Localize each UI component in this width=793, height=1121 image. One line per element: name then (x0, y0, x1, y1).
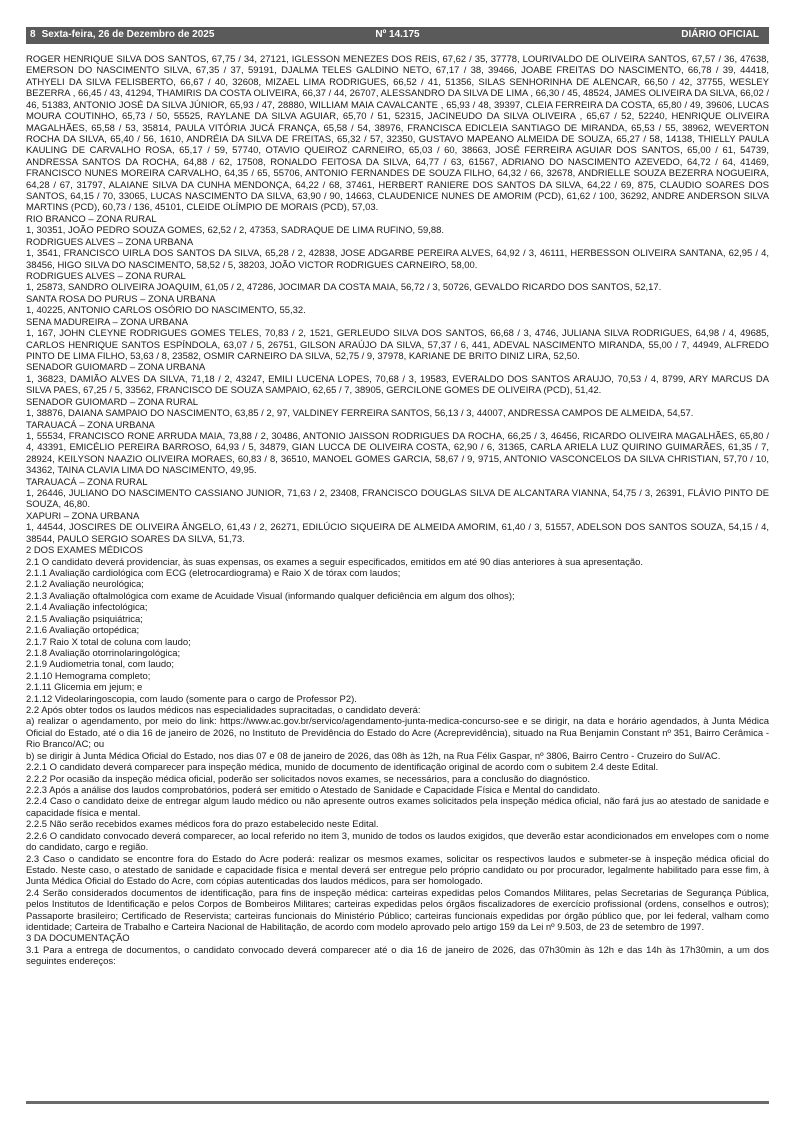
paragraph: 2.1.7 Raio X total de coluna com laudo; (26, 636, 191, 648)
paragraph: 2.2.1 O candidato deverá comparecer para inspeção médica, munido de documento de identificação original de acordo com o subitem 2.4 deste Edital. (26, 762, 659, 774)
paragraph: 2 DOS EXAMES MÉDICOS (26, 545, 143, 557)
paragraph: TARAUACÁ – ZONA URBANA (26, 419, 155, 431)
paragraph: 1, 26446, JULIANO DO NASCIMENTO CASSIANO JUNIOR, 71,63 / 2, 23408, FRANCISCO DOUGLAS SILVA DE ALCANTARA VIANNA, 54,75 / 3, 26391, FLÁVIO PINTO DE SOUZA, 46,80. (26, 488, 769, 511)
paragraph: 2.3 Caso o candidato se encontre fora do Estado do Acre poderá: realizar os mesmos exames, solicitar os respectivos laudos e submeter-se à inspeção médica oficial do Estado. Neste caso, o atestado de sanidade e capacidade física e mental deverá ser entregue pelo próprio candidato ou por procurador, legalmente habilitado para esse fim, à Junta Médica Oficial do Estado do Acre, com cópias autenticadas dos laudos médicos, para ser homologado. (26, 853, 769, 888)
paragraph: 2.1.1 Avaliação cardiológica com ECG (eletrocardiograma) e Raio X de tórax com laudos; (26, 567, 401, 579)
page-header (26, 27, 769, 44)
paragraph: 2.2.4 Caso o candidato deixe de entregar algum laudo médico ou não apresente outros exames solicitados pela inspeção médica oficial, não fará jus ao atestado de sanidade e capacidade física e mental. (26, 796, 769, 819)
paragraph: 1, 38876, DAIANA SAMPAIO DO NASCIMENTO, 63,85 / 2, 97, VALDINEY FERREIRA SANTOS, 56,13 / 3, 44007, ANDRESSA CAMPOS DE ALMEIDA, 54,57. (26, 408, 694, 420)
paragraph: 1, 25873, SANDRO OLIVEIRA JOAQUIM, 61,05 / 2, 47286, JOCIMAR DA COSTA MAIA, 56,72 / 3, 50726, GEVALDO RICARDO DOS SANTOS, 52,17. (26, 282, 662, 294)
paragraph: 2.1.5 Avaliação psiquiátrica; (26, 613, 143, 625)
paragraph: 1, 40225, ANTONIO CARLOS OSÓRIO DO NASCIMENTO, 55,32. (26, 305, 306, 317)
paragraph: 2.2 Após obter todos os laudos médicos nas especialidades supracitadas, o candidato deverá: (26, 705, 421, 717)
bottom-rule (26, 1101, 769, 1104)
paragraph: 1, 30351, JOÃO PEDRO SOUZA GOMES, 62,52 / 2, 47353, SADRAQUE DE LIMA RUFINO, 59,88. (26, 225, 445, 237)
paragraph: 1, 55534, FRANCISCO RONE ARRUDA MAIA, 73,88 / 2, 30486, ANTONIO JAISSON RODRIGUES DA ROCHA, 66,25 / 3, 46456, RICARDO OLIVEIRA MAGALHÃES, 65,80 / 4, 43391, EMICÉLIO PEREIRA BARROSO, 64,93 / 5, 34879, GIAN LUCCA DE OLIVEIRA COSTA, 62,90 / 6, 31365, CARLA ARIELA LUZ QUIRINO GUIMARÃES, 61,35 / 7, 28924, KEILYSON NAAZIO OLIVEIRA MORAES, 60,83 / 8, 36510, MANOEL GOMES GARCIA, 58,67 / 9, 9715, ANTONIO VASCONCELOS DA SILVA CHRISTIAN, 57,70 / 10, 34362, TAINA CLAVIA LIMA DO NASCIMENTO, 49,95. (26, 430, 769, 477)
issue-date: Sexta-feira, 26 de Dezembro de 2025 (41, 29, 215, 40)
paragraph: SENADOR GUIOMARD – ZONA URBANA (26, 362, 206, 374)
paragraph: 2.1.10 Hemograma completo; (26, 670, 151, 682)
paragraph: 2.1.9 Audiometria tonal, com laudo; (26, 659, 174, 671)
paragraph: 1, 36823, DAMIÃO ALVES DA SILVA, 71,18 / 2, 43247, EMILI LUCENA LOPES, 70,68 / 3, 19583, EVERALDO DOS SANTOS ARAUJO, 70,53 / 4, 8799, ARY MARCUS DA SILVA PAES, 67,25 / 5, 33562, FRANCISCO DE SOUZA SAMPAIO, 62,65 / 7, 38905, GERCILONE GOMES DE OLIVEIRA (PCD), 51,42. (26, 373, 769, 397)
paragraph: 2.1.3 Avaliação oftalmológica com exame de Acuidade Visual (informando qualquer deficiência em algum dos olhos); (26, 590, 515, 602)
paragraph: 2.1.8 Avaliação otorrinolaringológica; (26, 647, 181, 659)
paragraph: 2.1.2 Avaliação neurológica; (26, 579, 144, 591)
paragraph: 1, 167, JOHN CLEYNE RODRIGUES GOMES TELES, 70,83 / 2, 1521, GERLEUDO SILVA DOS SANTOS, 66,68 / 3, 4746, JULIANA SILVA RODRIGUES, 64,98 / 4, 49685, CARLOS HENRIQUE SANTOS ESPÍNDOLA, 63,07 / 5, 26751, GILSON ARAÚJO DA SILVA, 57,37 / 6, 441, ADEVAL NASCIMENTO MIRANDA, 55,00 / 7, 44949, ALFREDO PINTO DE LIMA FILHO, 53,63 / 8, 23582, OSMIR CARNEIRO DA SILVA, 52,75 / 9, 37978, KARIANE DE BRITO DINIZ LIRA, 52,50. (26, 328, 769, 362)
publication-title: DIÁRIO OFICIAL (681, 29, 759, 40)
paragraph: 1, 3541, FRANCISCO UIRLA DOS SANTOS DA SILVA, 65,28 / 2, 42838, JOSE ADGARBE PEREIRA ALVES, 64,92 / 3, 46111, HERBESSON OLIVEIRA SANTANA, 62,95 / 4, 38456, HIGO SILVA DO NASCIMENTO, 58,52 / 5, 38203, JOÃO VICTOR RODRIGUES CARNEIRO, 58,00. (26, 248, 769, 271)
paragraph: 1, 44544, JOSCIRES DE OLIVEIRA ÂNGELO, 61,43 / 2, 26271, EDILÚCIO SIQUEIRA DE ALMEIDA AMORIM, 61,40 / 3, 51557, ADELSON DOS SANTOS SOUZA, 54,15 / 4, 38544, PAULO SERGIO SOARES DA SILVA, 51,73. (26, 522, 769, 545)
paragraph: b) se dirigir à Junta Médica Oficial do Estado, nos dias 07 e 08 de janeiro de 2026, das 08h às 12h, na Rua Félix Gaspar, nº 3806, Bairro Centro - Cruzeiro do Sul/AC. (26, 750, 721, 762)
document-body (26, 54, 769, 968)
paragraph: 2.2.3 Após a análise dos laudos comprobatórios, poderá ser emitido o Atestado de Sanidade e Capacidade Física e Mental do candidato. (26, 785, 600, 796)
paragraph: RODRIGUES ALVES – ZONA URBANA (26, 236, 194, 248)
paragraph: ROGER HENRIQUE SILVA DOS SANTOS, 67,75 / 34, 27121, IGLESSON MENEZES DOS REIS, 67,62 / 35, 37778, LOURIVALDO DE OLIVEIRA SANTOS, 67,57 / 36, 47638, EMERSON DO NASCIMENTO SILVA, 67,35 / 37, 59191, DJALMA TELES GALDINO NETO, 67,17 / 38, 39466, JOABE FREITAS DO NASCIMENTO, 66,78 / 39, 44418, ATHYELI DA SILVA FELISBERTO, 66,67 / 40, 32608, MIZAEL LIMA RODRIGUES, 66,52 / 41, 51356, SILAS SENHORINHA DE ALENCAR, 66,50 / 42, 37755, WESLEY BEZERRA , 66,45 / 43, 41294, THAMIRIS DA COSTA OLIVEIRA, 66,37 / 44, 26707, ALESSANDRO DA SILVA DE LIMA , 66,30 / 45, 48524, JAMES OLIVEIRA DA SILVA, 66,02 / 46, 51383, ANTONIO JOSÉ DA SILVA JÚNIOR, 65,93 / 47, 28880, WILLIAM MAIA CAVALCANTE , 65,93 / 48, 39397, CLEIA FERREIRA DA COSTA, 65,80 / 49, 39606, LUCAS MOURA COUTINHO, 65,73 / 50, 55525, RAYLANE DA SILVA AGUIAR, 65,70 / 51, 52315, JACINEUDO DA SILVA OLIVEIRA , 65,67 / 52, 52240, HENRIQUE OLIVEIRA MAGALHÃES, 65,58 / 53, 35814, PAULA VITÓRIA JUCÁ FRANÇA, 65,58 / 54, 38976, FRANCISCA EDICLEIA SANTIAGO DE MIRANDA, 65,53 / 55, 38962, WEVERTON ROCHA DA SILVA, 65,40 / 56, 1610, ANDRÉIA DA SILVA DE FREITAS, 65,32 / 57, 32350, GUSTAVO MAPEANO ALMEIDA DE SOUZA, 65,27 / 58, 14138, THIELLY PAULA KAULING DE CARVALHO ROSA, 65,17 / 59, 57740, OTAVIO QUEIROZ CARNEIRO, 65,03 / 60, 38663, JOSÉ FERREIRA AGUIAR DOS SANTOS, 65,00 / 61, 54739, ANDRESSA SANTOS DA ROCHA, 64,88 / 62, 17508, RONALDO FEITOSA DA SILVA, 64,77 / 63, 61567, ADRIANO DO NASCIMENTO AZEVEDO, 64,72 / 64, 41469, FRANCISCO NUNES MOREIRA CARVALHO, 64,35 / 65, 55706, ANTONIO FERNANDES DE SOUZA FILHO, 64,32 / 66, 32678, ANDRIELLE SOUZA BEZERRA NOGUEIRA, 64,28 / 67, 31797, ALAIANE SILVA DA CUNHA MENDONÇA, 64,22 / 68, 37461, HERBERT RANIERE DOS SANTOS DA SILVA, 64,22 / 69, 875, CLAUDIO SOARES DOS SANTOS, 64,15 / 70, 33065, LUCAS NASCIMENTO DA SILVA, 63,90 / 90, 14663, CLAUDENICE NUNES DE AMORIM (PCD), 61,62 / 100, 36292, ANDRE ANDERSON SILVA MARTINS (PCD), 60,73 / 136, 45101, CLEIDE OLÍMPIO DE MORAIS (PCD), 57,03. (26, 54, 769, 214)
paragraph: 2.4 Serão considerados documentos de identificação, para fins de inspeção médica: carteiras expedidas pelos Comandos Militares, pelas Secretarias de Segurança Pública, pelos Institutos de Identificação e pelos Corpos de Bombeiros Militares; carteiras expedidas pelos órgãos fiscalizadores de exercício profissional (ordens, conselhos e outros); Passaporte brasileiro; Certificado de Reservista; carteiras funcionais do Ministério Público; carteiras funcionais expedidas por órgão público que, por lei federal, valham como identidade; Carteira de Trabalho e Carteira Nacional de Habilitação, de acordo com modelo aprovado pelo artigo 159 da Lei nº 9.503, de 23 de setembro de 1997. (26, 887, 769, 934)
paragraph: 3 DA DOCUMENTAÇÃO (26, 933, 130, 945)
paragraph: 2.1 O candidato deverá providenciar, às suas expensas, os exames a seguir especificados, emitidos em até 90 dias anteriores à sua apresentação. (26, 556, 643, 568)
paragraph: 2.1.6 Avaliação ortopédica; (26, 625, 140, 637)
issue-number: Nº 14.175 (375, 29, 420, 40)
paragraph: 3.1 Para a entrega de documentos, o candidato convocado deverá comparecer até o dia 16 de janeiro de 2026, das 07h30min às 12h e das 14h às 17h30min, a um dos seguintes endereços: (26, 944, 769, 968)
paragraph: 2.2.6 O candidato convocado deverá comparecer, ao local referido no item 3, munido de todos os laudos exigidos, que deverão estar acondicionados em envelopes com o nome do candidato, cargo e região. (26, 830, 769, 854)
paragraph: a) realizar o agendamento, por meio do link: https://www.ac.gov.br/servico/agendamento-junta-medica-concurso-see e se dirigir, na data e horário agendados, à Junta Médica Oficial do Estado, até o dia 16 de janeiro de 2026, no Instituto de Previdência do Estado do Acre (Acreprevidência), situado na Rua Benjamin Constant nº 351, Bairro Cerâmica - Rio Branco/AC; ou (26, 716, 769, 751)
paragraph: SANTA ROSA DO PURUS – ZONA URBANA (26, 293, 216, 305)
paragraph: 2.1.12 Videolaringoscopia, com laudo (somente para o cargo de Professor P2). (26, 693, 357, 705)
paragraph: SENA MADUREIRA – ZONA URBANA (26, 316, 189, 328)
paragraph: TARAUACÁ – ZONA RURAL (26, 476, 148, 488)
newspaper-page (26, 27, 769, 1107)
paragraph: RIO BRANCO – ZONA RURAL (26, 213, 157, 225)
page-number: 8 (30, 29, 36, 40)
paragraph: RODRIGUES ALVES – ZONA RURAL (26, 271, 186, 283)
paragraph: 2.1.11 Glicemia em jejum; e (26, 682, 143, 694)
paragraph: 2.1.4 Avaliação infectológica; (26, 602, 148, 614)
paragraph: XAPURI – ZONA URBANA (26, 510, 140, 522)
paragraph: 2.2.5 Não serão recebidos exames médicos fora do prazo estabelecido neste Edital. (26, 819, 379, 831)
paragraph: 2.2.2 Por ocasião da inspeção médica oficial, poderão ser solicitados novos exames, se necessários, para a conclusão do diagnóstico. (26, 773, 590, 785)
paragraph: SENADOR GUIOMARD – ZONA RURAL (26, 396, 198, 408)
